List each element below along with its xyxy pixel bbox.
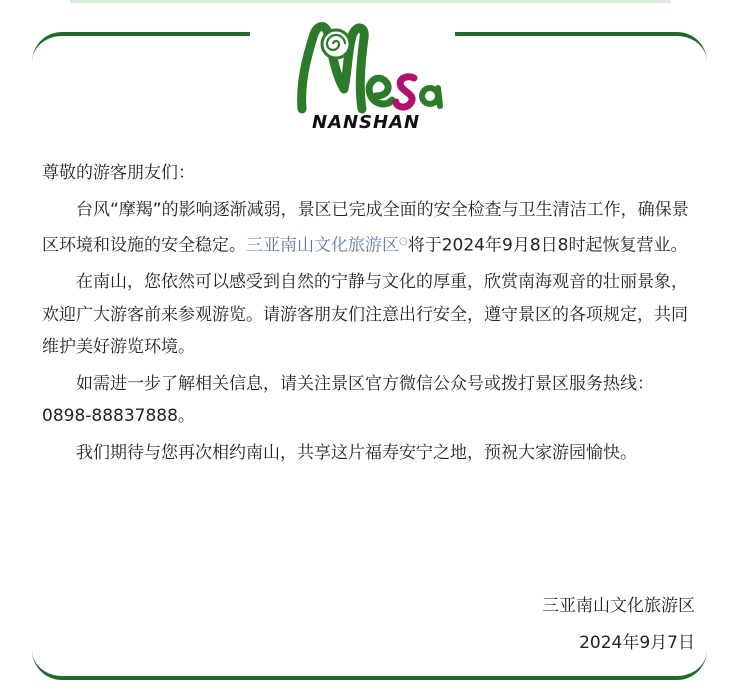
- paragraph-reopening-text-b: 将于2024年9月8日8时起恢复营业。: [407, 235, 688, 256]
- salutation: 尊敬的游客朋友们：: [42, 163, 195, 183]
- paragraph-reopening: [42, 194, 702, 263]
- top-decor-strip: [70, 0, 670, 3]
- logo-subtitle: NANSHAN: [312, 112, 421, 133]
- paragraph-contact: 如需进一步了解相关信息，请关注景区官方微信公众号或拨打景区服务热线：0898-88837888。: [42, 373, 654, 427]
- paragraph-reopening-text-a: 台风“摩羯”的影响逐渐减弱，景区已完成全面的安全检查与卫生清洁工作，确保景区环境和设施的安全稳定。: [42, 199, 689, 256]
- link-marker-icon: ○: [399, 236, 408, 247]
- nanshan-logo: [292, 14, 452, 139]
- nesa-logo-graphic: [292, 14, 452, 119]
- notice-body: [42, 157, 702, 473]
- signature-organization: 三亚南山文化旅游区: [542, 596, 695, 616]
- paragraph-closing: 我们期待与您再次相约南山，共享这片福寿安宁之地，预祝大家游园愉快。: [76, 442, 637, 463]
- signature-date: 2024年9月7日: [579, 633, 695, 653]
- paragraph-welcome: 在南山，您依然可以感受到自然的宁静与文化的厚重，欣赏南海观音的壮丽景象，欢迎广大游客前来参观游览。请游客朋友们注意出行安全，遵守景区的各项规定，共同维护美好游览环境。: [42, 272, 688, 358]
- scenic-area-link[interactable]: 三亚南山文化旅游区: [246, 235, 399, 256]
